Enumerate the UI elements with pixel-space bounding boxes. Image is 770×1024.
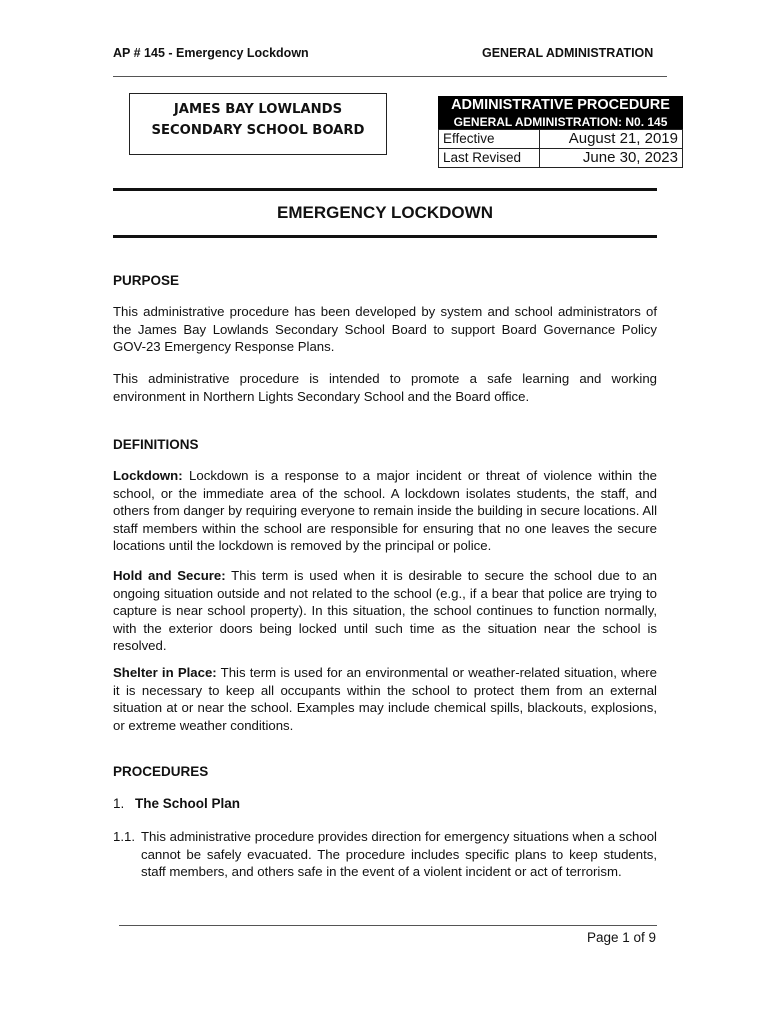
- lockdown-text: Lockdown is a response to a major incident or threat of violence within the school, or the immediate area of the school. A lockdown isolates students, the staff, and others from danger by requiring everyone to remain inside the building in secure locations. All staff members within the school are responsible for ensuring that no one leaves the secure locations until the lockdown is removed by the principal or police.: [113, 468, 657, 553]
- revised-date: June 30, 2023: [540, 149, 683, 168]
- revised-label: Last Revised: [439, 149, 540, 168]
- hold-term: Hold and Secure:: [113, 568, 226, 583]
- purpose-heading: PURPOSE: [113, 273, 180, 288]
- header-rule: [113, 76, 667, 77]
- board-name-line1: JAMES BAY LOWLANDS: [173, 102, 343, 117]
- purpose-paragraph-1: This administrative procedure has been developed by system and school administrators of the James Bay Lowlands Secondary School Board to support Board Governance Policy GOV-23 Emergency Response Plans.: [113, 304, 657, 354]
- procedure-box-title: ADMINISTRATIVE PROCEDURE: [438, 96, 683, 115]
- purpose-paragraph-2: This administrative procedure is intended to promote a safe learning and working environment in Northern Lights Secondary School and the Board office.: [113, 371, 657, 404]
- shelter-term: Shelter in Place:: [113, 665, 217, 680]
- item-1-1-text: This administrative procedure provides direction for emergency situations when a school cannot be safely evacuated. The procedure includes specific plans to keep students, staff members, and others safe in the event of a violent incident or act of terrorism.: [141, 829, 657, 879]
- board-name-line2: SECONDARY SCHOOL BOARD: [151, 123, 365, 138]
- lockdown-term: Lockdown:: [113, 468, 183, 483]
- definition-shelter-in-place: [113, 664, 657, 734]
- header-document-id: AP # 145 - Emergency Lockdown: [113, 46, 309, 60]
- item-1-1-number: 1.1.: [113, 829, 135, 844]
- item-1-title: The School Plan: [135, 796, 241, 811]
- shelter-text: This term is used for an environmental or weather-related situation, where it is necessary to keep all occupants within the school to protect them from an external situation at or near the school. Examples may include chemical spills, blackouts, explosions, or extreme weather conditions.: [113, 665, 658, 733]
- procedures-heading: PROCEDURES: [113, 764, 209, 779]
- footer-rule: [119, 925, 657, 926]
- effective-label: Effective: [439, 130, 540, 149]
- item-1-number: 1.: [113, 796, 125, 811]
- page-number: Page 1 of 9: [587, 930, 657, 945]
- board-name-box: [129, 93, 387, 155]
- effective-date: August 21, 2019: [540, 130, 683, 149]
- definition-hold-and-secure: [113, 567, 657, 655]
- revised-row: [439, 149, 683, 168]
- procedure-item-1-1: [113, 828, 657, 881]
- procedure-box-subtitle: GENERAL ADMINISTRATION: N0. 145: [438, 115, 683, 129]
- procedure-dates-table: [438, 129, 683, 168]
- document-title: EMERGENCY LOCKDOWN: [277, 203, 493, 222]
- definitions-heading: DEFINITIONS: [113, 437, 199, 452]
- effective-row: [439, 130, 683, 149]
- header-category: GENERAL ADMINISTRATION: [482, 46, 654, 60]
- hold-text: This term is used when it is desirable to secure the school due to an ongoing situation outside and not related to the school (e.g., if a bear that police are trying to capture is near school property). In this situation, the school continues to function normally, with the exterior doors being locked until such time as the situation near the school is resolved.: [113, 568, 657, 653]
- title-rule-top: [113, 188, 657, 191]
- procedure-info-box: [438, 96, 683, 168]
- title-rule-bottom: [113, 235, 657, 238]
- definition-lockdown: [113, 467, 657, 555]
- procedure-item-1: [113, 796, 240, 811]
